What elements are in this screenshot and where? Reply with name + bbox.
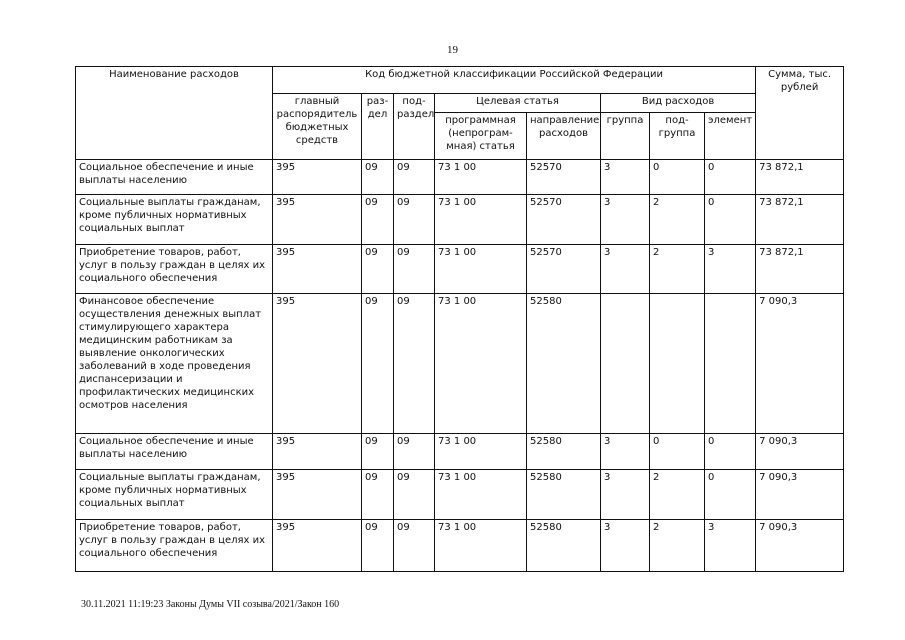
table-header	[76, 67, 844, 160]
header-sum: Сумма, тыс. рублей	[756, 67, 844, 160]
cell-direction: 52570	[527, 245, 601, 294]
cell-razdel: 09	[362, 160, 394, 195]
cell-direction: 52570	[527, 195, 601, 245]
cell-manager: 395	[273, 294, 362, 434]
cell-direction: 52580	[527, 434, 601, 470]
cell-manager: 395	[273, 434, 362, 470]
cell-subgroup: 2	[650, 245, 705, 294]
cell-element: 3	[705, 245, 756, 294]
cell-podrazdel: 09	[394, 434, 435, 470]
cell-subgroup: 2	[650, 520, 705, 572]
cell-program: 73 1 00	[435, 520, 527, 572]
cell-manager: 395	[273, 195, 362, 245]
cell-manager: 395	[273, 470, 362, 520]
cell-sum: 73 872,1	[756, 195, 844, 245]
cell-razdel: 09	[362, 245, 394, 294]
header-expense-type: Вид расходов	[601, 94, 756, 113]
table-row	[76, 434, 844, 470]
cell-group: 3	[601, 470, 650, 520]
header-direction: направление расходов	[527, 113, 601, 160]
cell-manager: 395	[273, 160, 362, 195]
cell-manager: 395	[273, 245, 362, 294]
header-subgroup: под-группа	[650, 113, 705, 160]
cell-razdel: 09	[362, 434, 394, 470]
table-row	[76, 195, 844, 245]
header-element: элемент	[705, 113, 756, 160]
table-row	[76, 520, 844, 572]
cell-podrazdel: 09	[394, 195, 435, 245]
cell-element: 0	[705, 470, 756, 520]
cell-subgroup: 0	[650, 160, 705, 195]
page-number: 19	[447, 44, 458, 56]
cell-name: Социальные выплаты гражданам, кроме публичных нормативных социальных выплат	[76, 470, 273, 520]
cell-name: Приобретение товаров, работ, услуг в пользу граждан в целях их социального обеспечения	[76, 245, 273, 294]
cell-element: 3	[705, 520, 756, 572]
budget-table	[75, 66, 844, 572]
table-row	[76, 160, 844, 195]
table-row	[76, 294, 844, 434]
cell-subgroup: 0	[650, 434, 705, 470]
cell-name: Социальное обеспечение и иные выплаты населению	[76, 434, 273, 470]
cell-name: Финансовое обеспечение осуществления денежных выплат стимулирующего характера медицинским работникам за выявление онкологических заболеваний в ходе проведения диспансеризации и профилактических медицинских осмотров населения	[76, 294, 273, 434]
header-program: программная (непрограм-мная) статья	[435, 113, 527, 160]
cell-program: 73 1 00	[435, 195, 527, 245]
table-row	[76, 470, 844, 520]
cell-program: 73 1 00	[435, 245, 527, 294]
header-name: Наименование расходов	[76, 67, 273, 160]
cell-direction: 52580	[527, 294, 601, 434]
cell-razdel: 09	[362, 294, 394, 434]
cell-sum: 7 090,3	[756, 434, 844, 470]
cell-program: 73 1 00	[435, 434, 527, 470]
cell-name: Социальные выплаты гражданам, кроме публичных нормативных социальных выплат	[76, 195, 273, 245]
cell-razdel: 09	[362, 470, 394, 520]
cell-element: 0	[705, 195, 756, 245]
cell-element: 0	[705, 434, 756, 470]
cell-subgroup: 2	[650, 470, 705, 520]
cell-group: 3	[601, 160, 650, 195]
cell-podrazdel: 09	[394, 520, 435, 572]
cell-podrazdel: 09	[394, 245, 435, 294]
cell-direction: 52570	[527, 160, 601, 195]
cell-program: 73 1 00	[435, 294, 527, 434]
header-manager: главный распорядитель бюджетных средств	[273, 94, 362, 160]
cell-sum: 7 090,3	[756, 470, 844, 520]
cell-razdel: 09	[362, 195, 394, 245]
cell-group: 3	[601, 195, 650, 245]
header-kbk: Код бюджетной классификации Российской Федерации	[273, 67, 756, 94]
cell-subgroup	[650, 294, 705, 434]
cell-element: 0	[705, 160, 756, 195]
cell-podrazdel: 09	[394, 294, 435, 434]
cell-group: 3	[601, 245, 650, 294]
table-body	[76, 160, 844, 572]
cell-program: 73 1 00	[435, 470, 527, 520]
cell-name: Социальное обеспечение и иные выплаты населению	[76, 160, 273, 195]
table-row	[76, 245, 844, 294]
cell-podrazdel: 09	[394, 160, 435, 195]
cell-sum: 73 872,1	[756, 160, 844, 195]
cell-sum: 73 872,1	[756, 245, 844, 294]
cell-group	[601, 294, 650, 434]
cell-name: Приобретение товаров, работ, услуг в пользу граждан в целях их социального обеспечения	[76, 520, 273, 572]
cell-program: 73 1 00	[435, 160, 527, 195]
header-group: группа	[601, 113, 650, 160]
cell-group: 3	[601, 520, 650, 572]
cell-podrazdel: 09	[394, 470, 435, 520]
cell-direction: 52580	[527, 470, 601, 520]
header-razdel: раз-дел	[362, 94, 394, 160]
header-target: Целевая статья	[435, 94, 601, 113]
cell-sum: 7 090,3	[756, 294, 844, 434]
cell-element	[705, 294, 756, 434]
cell-direction: 52580	[527, 520, 601, 572]
cell-subgroup: 2	[650, 195, 705, 245]
cell-sum: 7 090,3	[756, 520, 844, 572]
cell-manager: 395	[273, 520, 362, 572]
document-footer: 30.11.2021 11:19:23 Законы Думы VII созыва/2021/Закон 160	[81, 599, 340, 610]
header-podrazdel: под-раздел	[394, 94, 435, 160]
cell-razdel: 09	[362, 520, 394, 572]
cell-group: 3	[601, 434, 650, 470]
